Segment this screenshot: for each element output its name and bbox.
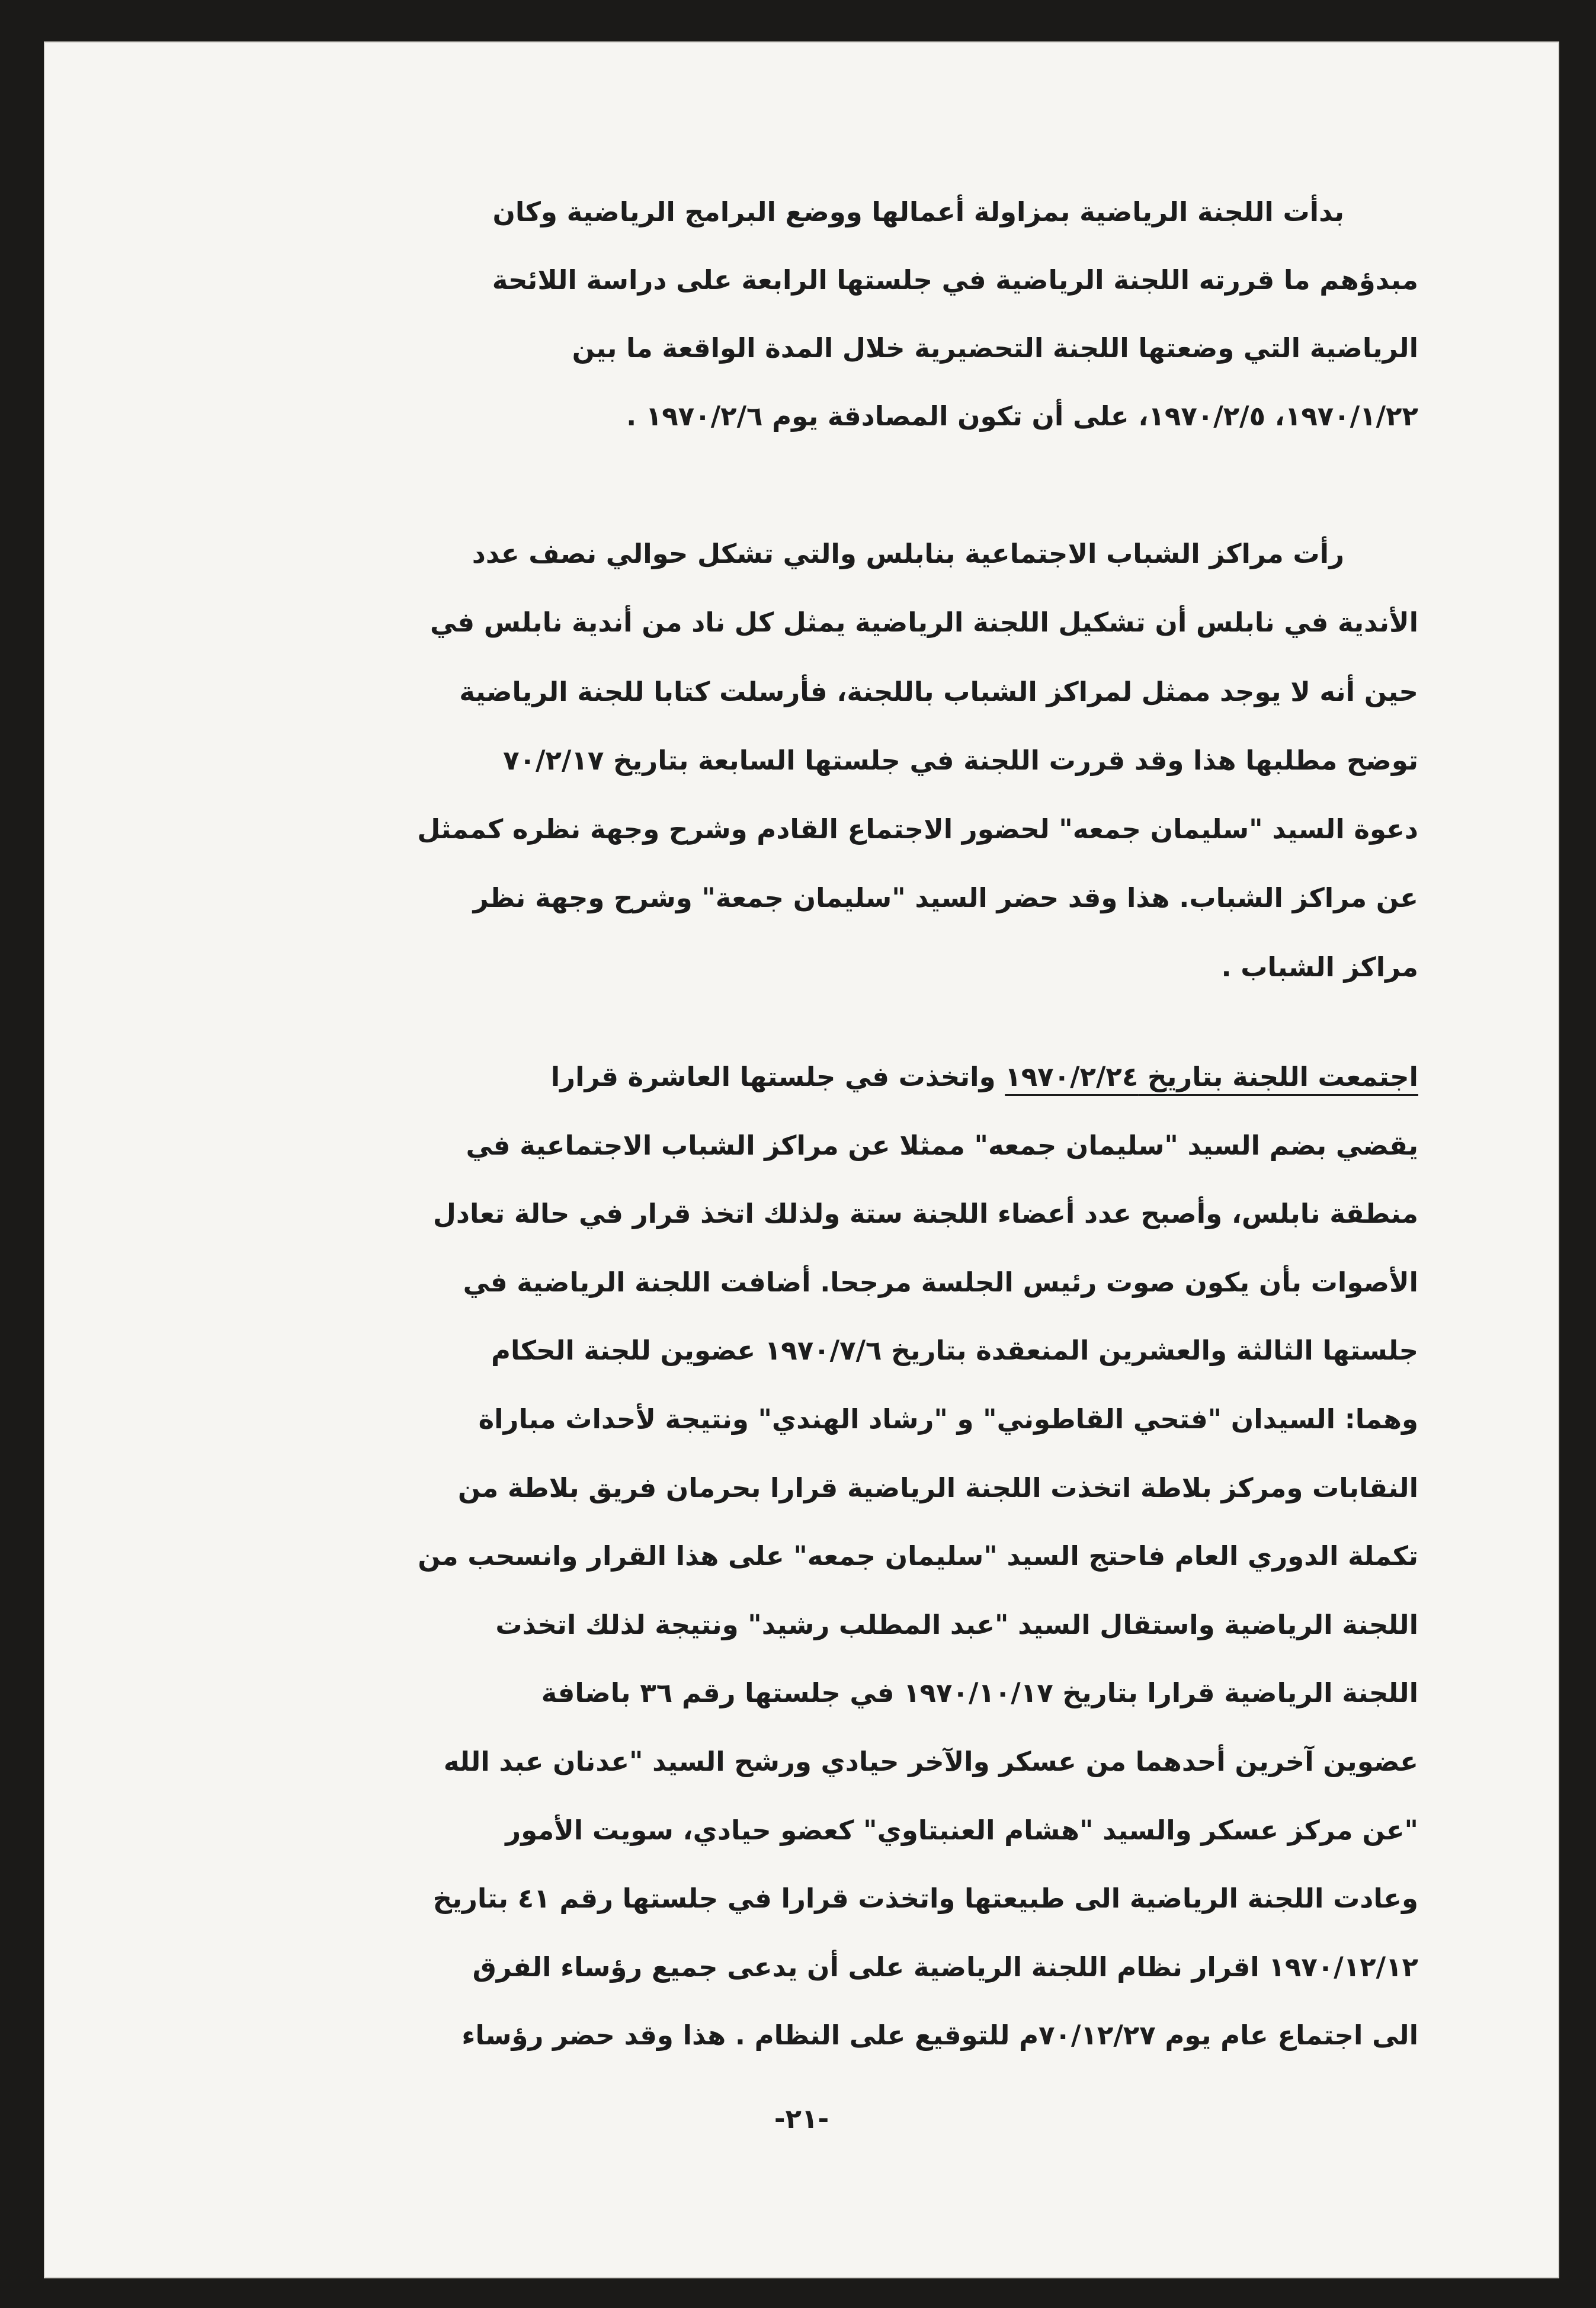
text-line: رأت مراكز الشباب الاجتماعية بنابلس والتي تشكل حوالي نصف عدد: [472, 538, 1344, 569]
text-line-rest: واتخذت في جلستها العاشرة قرارا: [550, 1061, 996, 1092]
text-line: بدأت اللجنة الرياضية بمزاولة أعمالها ووضع البرامج الرياضية وكان: [492, 196, 1344, 227]
text-line: اللجنة الرياضية قرارا بتاريخ ١٩٧٠/١٠/١٧ في جلستها رقم ٣٦ باضافة: [541, 1677, 1418, 1709]
text-line: النقابات ومركز بلاطة اتخذت اللجنة الرياضية قرارا بحرمان فريق بلاطة من: [457, 1472, 1418, 1504]
text-line: يقضي بضم السيد "سليمان جمعه" ممثلا عن مراكز الشباب الاجتماعية في: [466, 1129, 1418, 1161]
underlined-meeting-date: اجتمعت اللجنة بتاريخ ١٩٧٠/٢/٢٤: [1005, 1061, 1418, 1092]
text-line: ١٩٧٠/١/٢٢، ١٩٧٠/٢/٥، على أن تكون المصادقة يوم ١٩٧٠/٢/٦ .: [626, 400, 1418, 432]
text-line: وعادت اللجنة الرياضية الى طبيعتها واتخذت قرارا في جلستها رقم ٤١ بتاريخ: [432, 1883, 1418, 1915]
paragraph-3: [273, 1043, 1418, 2070]
text-line: تكملة الدوري العام فاحتج السيد "سليمان جمعه" على هذا القرار وانسحب من: [418, 1540, 1418, 1572]
text-line: وهما: السيدان "فتحي القاطوني" و "رشاد الهندي" ونتيجة لأحداث مباراة: [478, 1403, 1418, 1435]
text-line: ١٩٧٠/١٢/١٢ اقرار نظام اللجنة الرياضية على أن يدعى جميع رؤساء الفرق: [472, 1951, 1418, 1983]
text-line: عضوين آخرين أحدهما من عسكر والآخر حيادي ورشح السيد "عدنان عبد الله: [443, 1745, 1418, 1777]
text-line: "عن مركز عسكر والسيد "هشام العنبتاوي" كعضو حيادي، سويت الأمور: [505, 1814, 1418, 1846]
text-line: الأندية في نابلس أن تشكيل اللجنة الرياضية يمثل كل ناد من أندية نابلس في: [430, 607, 1418, 639]
text-line: جلستها الثالثة والعشرين المنعقدة بتاريخ ١٩٧٠/٧/٦ عضوين للجنة الحكام: [491, 1335, 1418, 1367]
text-line: [273, 1043, 1418, 1111]
text-line: منطقة نابلس، وأصبح عدد أعضاء اللجنة ستة ولذلك اتخذ قرار في حالة تعادل: [432, 1198, 1418, 1230]
text-line: الرياضية التي وضعتها اللجنة التحضيرية خلال المدة الواقعة ما بين: [572, 332, 1418, 364]
page-number: -٢١-: [774, 2103, 829, 2134]
text-line: مبدؤهم ما قررته اللجنة الرياضية في جلستها الرابعة على دراسة اللائحة: [492, 264, 1418, 296]
text-line: دعوة السيد "سليمان جمعه" لحضور الاجتماع القادم وشرح وجهة نظره كممثل: [417, 813, 1418, 845]
text-line: مراكز الشباب .: [1221, 951, 1418, 983]
text-line: حين أنه لا يوجد ممثل لمراكز الشباب باللجنة، فأرسلت كتابا للجنة الرياضية: [459, 675, 1418, 707]
text-line: الى اجتماع عام يوم ٧٠/١٢/٢٧م للتوقيع على النظام . هذا وقد حضر رؤساء: [462, 2020, 1418, 2051]
text-line: اللجنة الرياضية واستقال السيد "عبد المطلب رشيد" ونتيجة لذلك اتخذت: [495, 1608, 1418, 1640]
text-line: الأصوات بأن يكون صوت رئيس الجلسة مرجحا. أضافت اللجنة الرياضية في: [463, 1266, 1418, 1298]
paragraph-2: [273, 520, 1418, 1002]
text-line: توضح مطلبها هذا وقد قررت اللجنة في جلستها السابعة بتاريخ ٧٠/٢/١٧: [503, 744, 1418, 776]
text-line: عن مراكز الشباب. هذا وقد حضر السيد "سليمان جمعة" وشرح وجهة نظر: [473, 882, 1418, 914]
paragraph-1: [273, 178, 1418, 450]
document-page: [44, 41, 1559, 2278]
